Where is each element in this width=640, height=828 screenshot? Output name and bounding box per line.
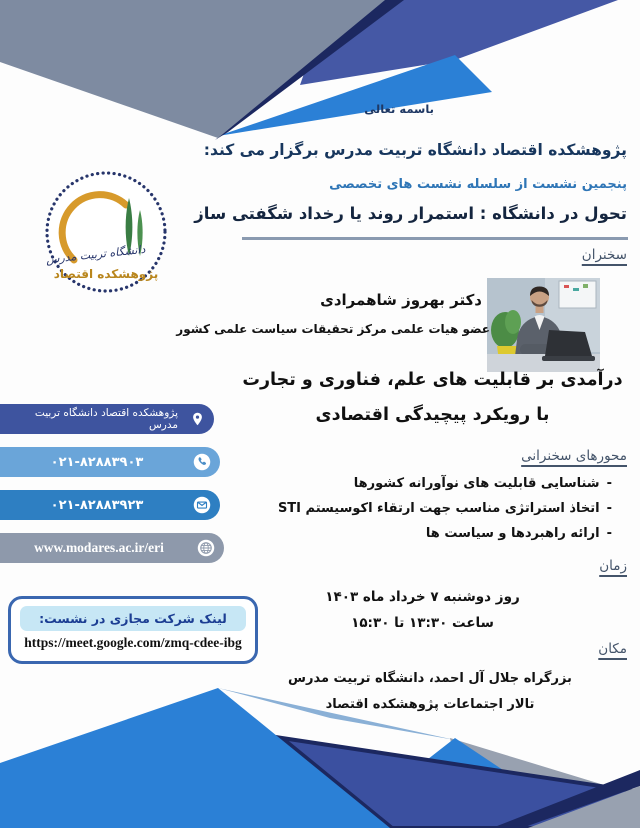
whiteboard-note-2: [573, 288, 579, 291]
event-address-line2: تالار اجتماعات پژوهشکده اقتصاد: [325, 697, 535, 712]
header-decoration: [0, 0, 640, 150]
topic-text-1: شناسایی قابلیت های نوآورانه کشورها: [353, 476, 600, 491]
envelope-icon: [193, 496, 211, 514]
topics-heading: محورهای سخنرانی: [521, 448, 627, 464]
contact-phone2-number: ۰۲۱-۸۲۸۸۳۹۲۳: [50, 497, 144, 513]
talk-title-line2: با رویکرد پیچیدگی اقتصادی: [315, 405, 550, 425]
photo-laptop-base: [542, 356, 595, 361]
session-title: تحول در دانشگاه : استمرار روند یا رخداد شگفتی ساز: [194, 204, 627, 223]
topic-item-1: [354, 476, 612, 491]
speaker-affiliation: عضو هیات علمی مرکز تحقیقات سیاست علمی کشور: [176, 322, 490, 336]
speaker-heading: سخنران: [581, 247, 627, 263]
meet-link[interactable]: https://meet.google.com/zmq-cdee-ibg: [24, 635, 242, 650]
bismillah-text: باسمه تعالی: [364, 102, 434, 116]
event-hours: ساعت ۱۳:۳۰ تا ۱۵:۳۰: [351, 615, 494, 631]
contact-website-pill[interactable]: [0, 533, 224, 563]
topic-text-3: ارائه راهبردها و سیاست ها: [425, 526, 600, 541]
footer-decoration: [0, 666, 640, 828]
bullet-dash: -: [606, 526, 612, 541]
organizer-line: پژوهشکده اقتصاد دانشگاه تربیت مدرس برگزار می کند:: [203, 141, 627, 159]
contact-phone-pill: [0, 447, 220, 477]
contact-website-url: www.modares.ac.ir/eri: [34, 540, 164, 555]
virtual-meeting-label: لینک شرکت مجازی در نشست:: [20, 606, 246, 631]
virtual-meeting-box: [8, 596, 258, 664]
contact-location-pill: [0, 404, 214, 434]
institute-logo: [36, 168, 176, 302]
bullet-dash: -: [606, 501, 612, 516]
contact-fax-pill: [0, 490, 220, 520]
logo-institute-name: پژوهشکده اقتصاد: [53, 267, 159, 281]
event-address-line1: بزرگراه جلال آل احمد، دانشگاه تربیت مدرس: [288, 671, 572, 686]
globe-icon: [197, 539, 215, 557]
photo-laptop-screen: [545, 330, 592, 356]
topic-item-2: [278, 501, 612, 516]
logo-university-name: دانشگاه تربیت مدرس: [45, 242, 146, 267]
bullet-dash: -: [606, 476, 612, 491]
talk-title-line1: درآمدی بر قابلیت های علم، فناوری و تجارت: [242, 370, 623, 390]
contact-phone1-number: ۰۲۱-۸۲۸۸۳۹۰۳: [50, 454, 144, 470]
topic-text-2: اتخاذ استراتژی مناسب جهت ارتقاء اکوسیستم STI: [277, 501, 600, 516]
location-pin-icon: [190, 412, 205, 427]
divider-line: [242, 237, 628, 240]
time-heading: زمان: [599, 558, 627, 574]
series-line: پنجمین نشست از سلسله نشست های تخصصی: [329, 177, 627, 192]
topic-item-3: [426, 526, 612, 541]
event-date: روز دوشنبه ۷ خرداد ماه ۱۴۰۳: [325, 589, 520, 605]
location-heading: مکان: [598, 641, 627, 657]
speaker-name: دکتر بهروز شاهمرادی: [320, 291, 482, 309]
speaker-photo: [487, 278, 600, 372]
photo-plant-leaves: [505, 310, 521, 334]
whiteboard-note-1: [564, 285, 569, 288]
whiteboard-note-3: [583, 284, 588, 288]
contact-location-label: پژوهشکده اقتصاد دانشگاه تربیت مدرس: [34, 407, 178, 431]
phone-icon: [193, 453, 211, 471]
